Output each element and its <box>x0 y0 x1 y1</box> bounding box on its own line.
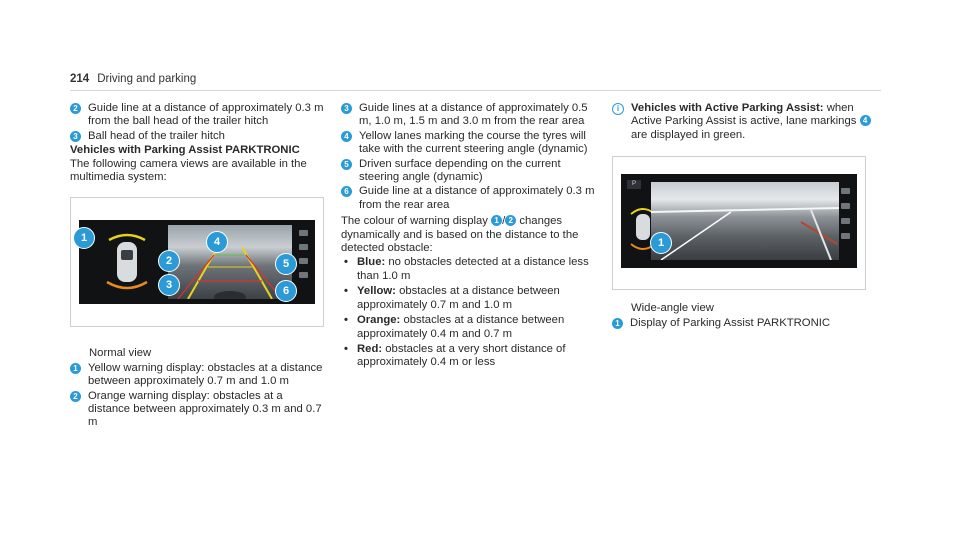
number-badge: 4 <box>860 115 871 126</box>
road-graphic <box>651 182 839 260</box>
list-item <box>341 256 596 283</box>
list-item <box>341 285 596 312</box>
number-badge: 1 <box>612 318 623 329</box>
header-divider <box>70 90 881 91</box>
paragraph-text: changes dynamically and is based on the distance to the detected obstacle: <box>341 215 579 255</box>
list-item <box>341 343 596 370</box>
bullet-text: obstacles at a distance between approximately 0.4 m and 0.7 m <box>357 314 565 340</box>
bullet-text: obstacles at a distance between approximately 0.7 m and 1.0 m <box>357 285 560 311</box>
legend-item <box>341 102 596 129</box>
car-windshield <box>121 250 133 260</box>
callout-2: 2 <box>158 250 180 272</box>
number-badge: 4 <box>341 131 352 142</box>
legend-text: Guide line at a distance of approximately 0.3 m from the ball head of the trailer hitch <box>88 102 324 128</box>
callout-6: 6 <box>275 280 297 302</box>
legend-item <box>612 317 872 330</box>
intro-text: The following camera views are available in the multimedia system: <box>70 157 307 184</box>
number-badge: 1 <box>70 363 81 374</box>
warning-colour-paragraph <box>341 215 596 255</box>
legend-item <box>341 185 596 212</box>
wide-angle-view-figure <box>612 156 866 290</box>
number-badge: 1 <box>491 215 502 226</box>
number-badge: 5 <box>341 159 352 170</box>
number-badge: 2 <box>70 103 81 114</box>
wide-angle-camera-view <box>651 182 839 260</box>
page-number: 214 <box>70 73 90 85</box>
legend-item <box>341 130 596 157</box>
legend-item <box>70 362 325 389</box>
callout-1: 1 <box>73 227 95 249</box>
info-icon: i <box>612 103 624 115</box>
legend-text: Guide line at a distance of approximately 0.3 m from the rear area <box>359 185 595 211</box>
page-header <box>70 73 196 86</box>
side-icon-bar <box>297 230 311 286</box>
section-title: Driving and parking <box>97 73 197 85</box>
figure-caption: Wide-angle view <box>631 302 714 315</box>
section-heading: Vehicles with Parking Assist PARKTRONIC <box>70 144 300 157</box>
normal-view-figure <box>70 197 324 327</box>
bullet-label: Blue: <box>357 256 386 269</box>
note-text: when Active Parking Assist is active, lane markings <box>631 102 857 128</box>
camera-screen <box>621 174 857 268</box>
bullet-label: Red: <box>357 342 383 355</box>
legend-item <box>70 102 325 129</box>
number-badge: 3 <box>70 131 81 142</box>
legend-text: Driven surface depending on the current steering angle (dynamic) <box>359 157 561 184</box>
column-right <box>612 102 872 331</box>
bullet-text: obstacles at a very short distance of approximately 0.4 m or less <box>357 342 566 369</box>
legend-text: Display of Parking Assist PARKTRONIC <box>630 316 831 329</box>
parking-icon: P <box>627 180 641 189</box>
legend-text: Yellow warning display: obstacles at a distance between approximately 0.7 m and 1.0 m <box>88 361 323 388</box>
separator: / <box>502 215 506 228</box>
note-heading: Vehicles with Active Parking Assist: <box>631 102 824 114</box>
callout-4: 4 <box>206 231 228 253</box>
guide-lines-graphic <box>168 225 292 299</box>
callout-1: 1 <box>650 232 672 254</box>
info-note <box>612 102 872 142</box>
rear-camera-view <box>168 225 292 299</box>
number-badge: 2 <box>70 391 81 402</box>
car-icon <box>117 242 137 282</box>
legend-item <box>70 130 325 143</box>
number-badge: 3 <box>341 103 352 114</box>
legend-text: Guide lines at a distance of approximately 0.5 m, 1.0 m, 1.5 m and 3.0 m from the rear area <box>359 102 588 128</box>
bullet-text: no obstacles detected at a distance less than 1.0 m <box>357 256 589 282</box>
list-item <box>341 314 596 341</box>
paragraph-text: The colour of warning display <box>341 215 488 228</box>
note-text: are displayed in green. <box>631 128 746 141</box>
figure-caption: Normal view <box>89 347 152 360</box>
number-badge: 2 <box>505 215 516 226</box>
warning-arc-orange <box>107 282 147 288</box>
legend-text: Ball head of the trailer hitch <box>88 129 225 142</box>
legend-item <box>341 158 596 185</box>
warning-colour-list <box>341 256 596 369</box>
legend-text: Yellow lanes marking the course the tyres will take with the current steering angle (dynamic) <box>359 129 588 156</box>
side-icon-bar <box>839 188 853 248</box>
column-middle <box>341 102 596 372</box>
bullet-label: Yellow: <box>357 285 396 298</box>
car-icon <box>636 214 650 240</box>
legend-item <box>70 390 325 430</box>
callout-5: 5 <box>275 253 297 275</box>
column-left <box>70 102 325 431</box>
bullet-label: Orange: <box>357 314 401 327</box>
number-badge: 6 <box>341 186 352 197</box>
legend-text: Orange warning display: obstacles at a distance between approximately 0.3 m and 0.7 m <box>88 389 322 429</box>
warning-arc-yellow <box>109 235 145 240</box>
callout-3: 3 <box>158 274 180 296</box>
